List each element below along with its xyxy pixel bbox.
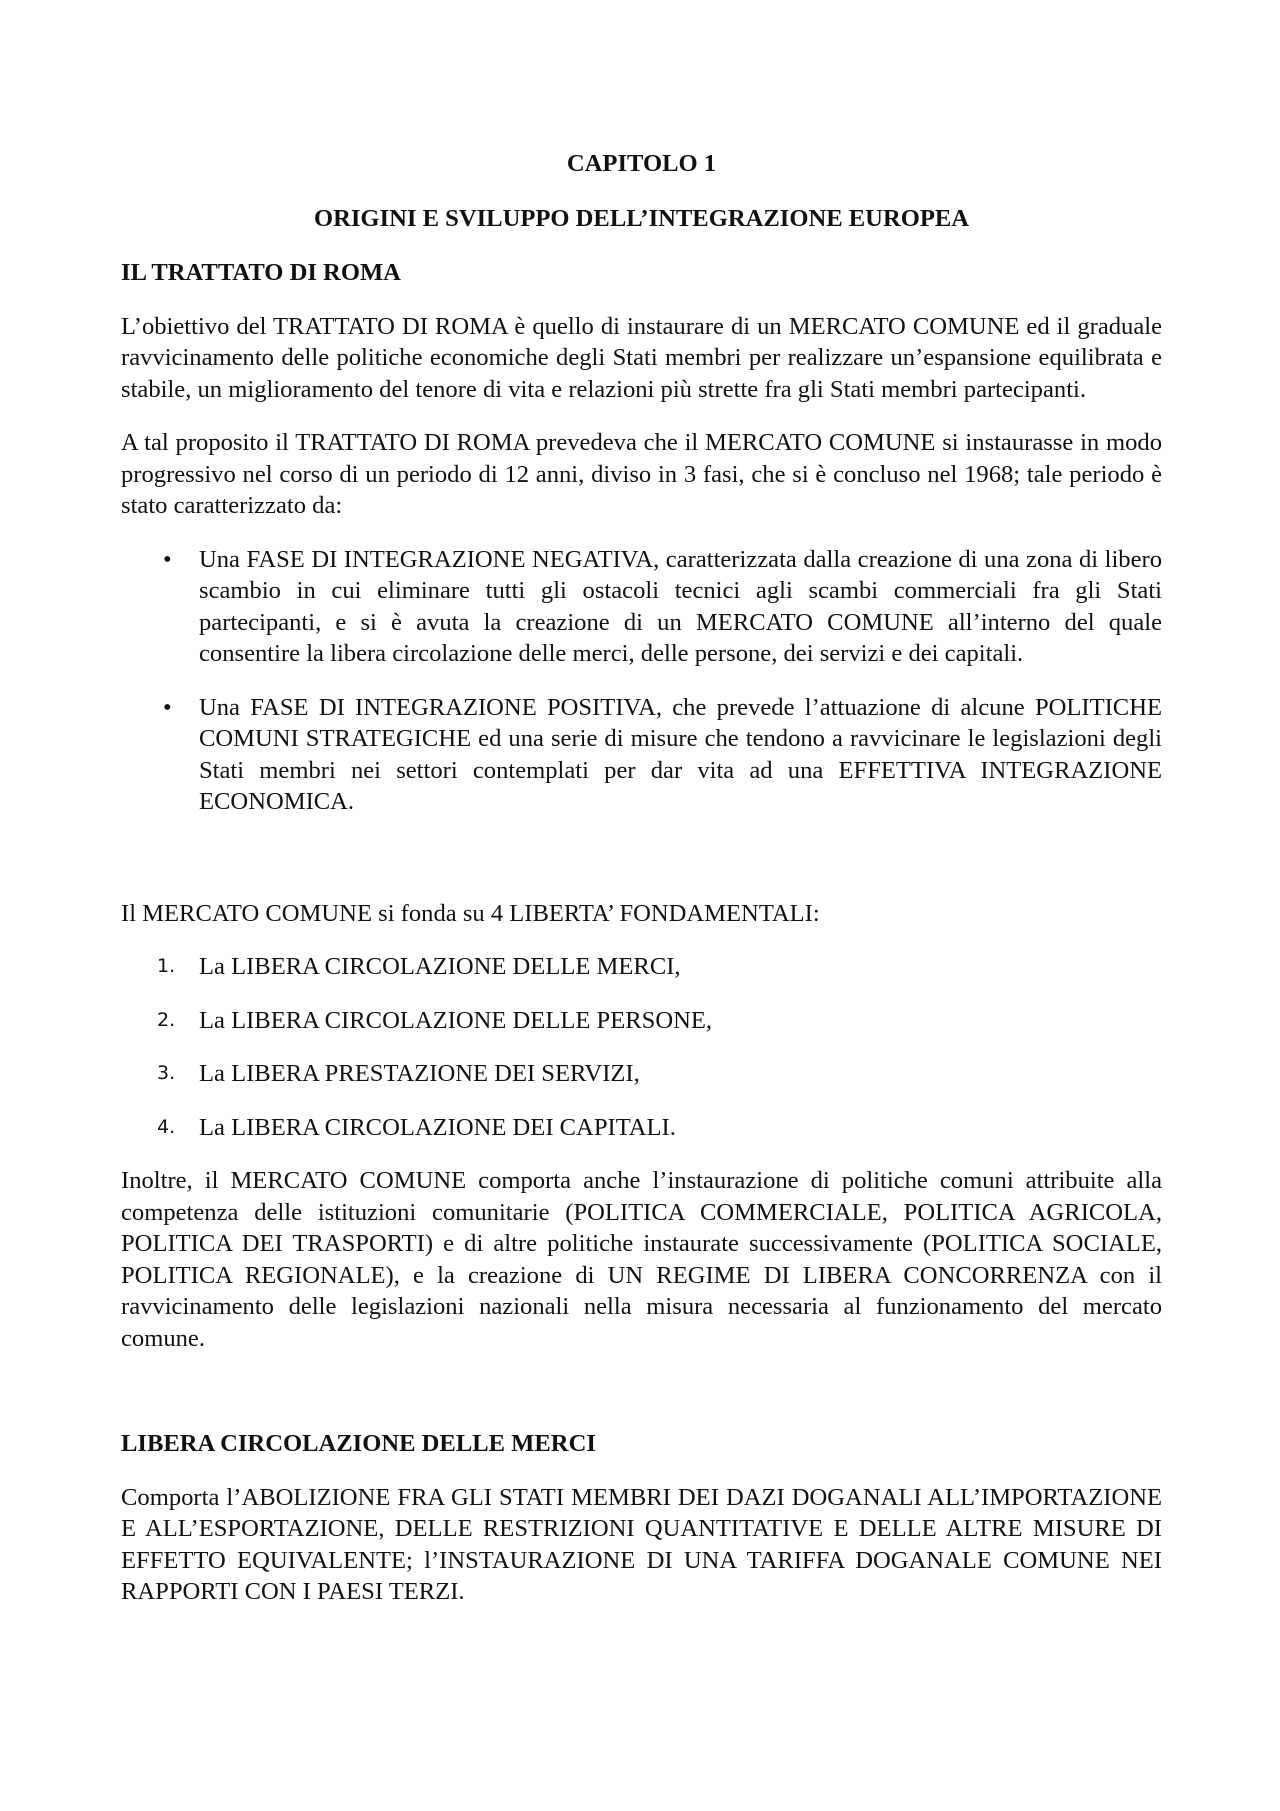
list-item: [121, 692, 1162, 818]
list-item: [121, 1112, 1162, 1144]
paragraph-freedoms-intro: Il MERCATO COMUNE si fonda su 4 LIBERTA’ FONDAMENTALI:: [121, 899, 820, 927]
freedoms-numbered-list: [121, 951, 1162, 1143]
paragraph-obiettivo: L’obiettivo del TRATTATO DI ROMA è quello di instaurare di un MERCATO COMUNE ed il graduale ravvicinamento delle politiche economiche degli Stati membri per realizzare un’espansione equilibrata e stabile, un miglioramento del tenore di vita e relazioni più strette fra gli Stati membri partecipanti.: [121, 312, 1162, 403]
list-number: 1.: [157, 955, 176, 977]
spacer: [121, 1376, 1162, 1428]
list-number: 4.: [157, 1115, 176, 1138]
list-item: [121, 951, 1162, 983]
bullet-icon: •: [163, 545, 172, 573]
section-heading-trattato-di-roma: IL TRATTATO DI ROMA: [121, 259, 401, 286]
list-item-text: La LIBERA CIRCOLAZIONE DELLE MERCI,: [199, 953, 681, 980]
list-item-text: La LIBERA PRESTAZIONE DEI SERVIZI,: [199, 1060, 640, 1087]
list-number: 2.: [157, 1008, 176, 1031]
bullet-icon: •: [163, 693, 172, 721]
document-page: [121, 148, 1162, 1630]
spacer: [121, 840, 1162, 898]
list-item: [121, 1058, 1162, 1090]
chapter-subtitle: ORIGINI E SVILUPPO DELL’INTEGRAZIONE EUROPEA: [313, 204, 970, 232]
paragraph-comporta: Comporta l’ABOLIZIONE FRA GLI STATI MEMBRI DEI DAZI DOGANALI ALL’IMPORTAZIONE E ALL’ESPORTAZIONE, DELLE RESTRIZIONI QUANTITATIVE E DELLE ALTRE MISURE DI EFFETTO EQUIVALENTE; l’INSTAURAZIONE DI UNA TARIFFA DOGANALE COMUNE NEI RAPPORTI CON I PAESI TERZI.: [121, 1483, 1162, 1605]
list-item: [121, 1005, 1162, 1037]
list-item: [121, 544, 1162, 670]
list-item-text: Una FASE DI INTEGRAZIONE NEGATIVA, caratterizzata dalla creazione di una zona di libero scambio in cui eliminare tutti gli ostacoli tecnici agli scambi commerciali fra gli Stati partecipanti, e si è avuta la creazione di un MERCATO COMUNE all’interno del quale consentire la libera circolazione delle merci, delle persone, dei servizi e dei capitali.: [199, 545, 1162, 667]
section-heading-libera-circolazione-merci: LIBERA CIRCOLAZIONE DELLE MERCI: [121, 1430, 596, 1457]
paragraph-inoltre: Inoltre, il MERCATO COMUNE comporta anche l’instaurazione di politiche comuni attribuite alla competenza delle istituzioni comunitarie (POLITICA COMMERCIALE, POLITICA AGRICOLA, POLITICA DEI TRASPORTI) e di altre politiche instaurate successivamente (POLITICA SOCIALE, POLITICA REGIONALE), e la creazione di UN REGIME DI LIBERA CONCORRENZA con il ravvicinamento delle legislazioni nazionali nella misura necessaria al funzionamento del mercato comune.: [121, 1167, 1162, 1352]
list-item-text: La LIBERA CIRCOLAZIONE DEI CAPITALI.: [199, 1113, 676, 1141]
list-item-text: La LIBERA CIRCOLAZIONE DELLE PERSONE,: [199, 1006, 713, 1034]
paragraph-proposito: A tal proposito il TRATTATO DI ROMA prevedeva che il MERCATO COMUNE si instaurasse in modo progressivo nel corso di un periodo di 12 anni, diviso in 3 fasi, che si è concluso nel 1968; tale periodo è stato caratterizzato da:: [121, 429, 1162, 519]
chapter-title: CAPITOLO 1: [566, 150, 717, 177]
list-number: 3.: [157, 1062, 176, 1084]
list-item-text: Una FASE DI INTEGRAZIONE POSITIVA, che prevede l’attuazione di alcune POLITICHE COMUNI STRATEGICHE ed una serie di misure che tendono a ravvicinare le legislazioni degli Stati membri nei settori contemplati per dar vita ad una EFFETTIVA INTEGRAZIONE ECONOMICA.: [199, 693, 1162, 815]
phases-bullet-list: [121, 544, 1162, 818]
